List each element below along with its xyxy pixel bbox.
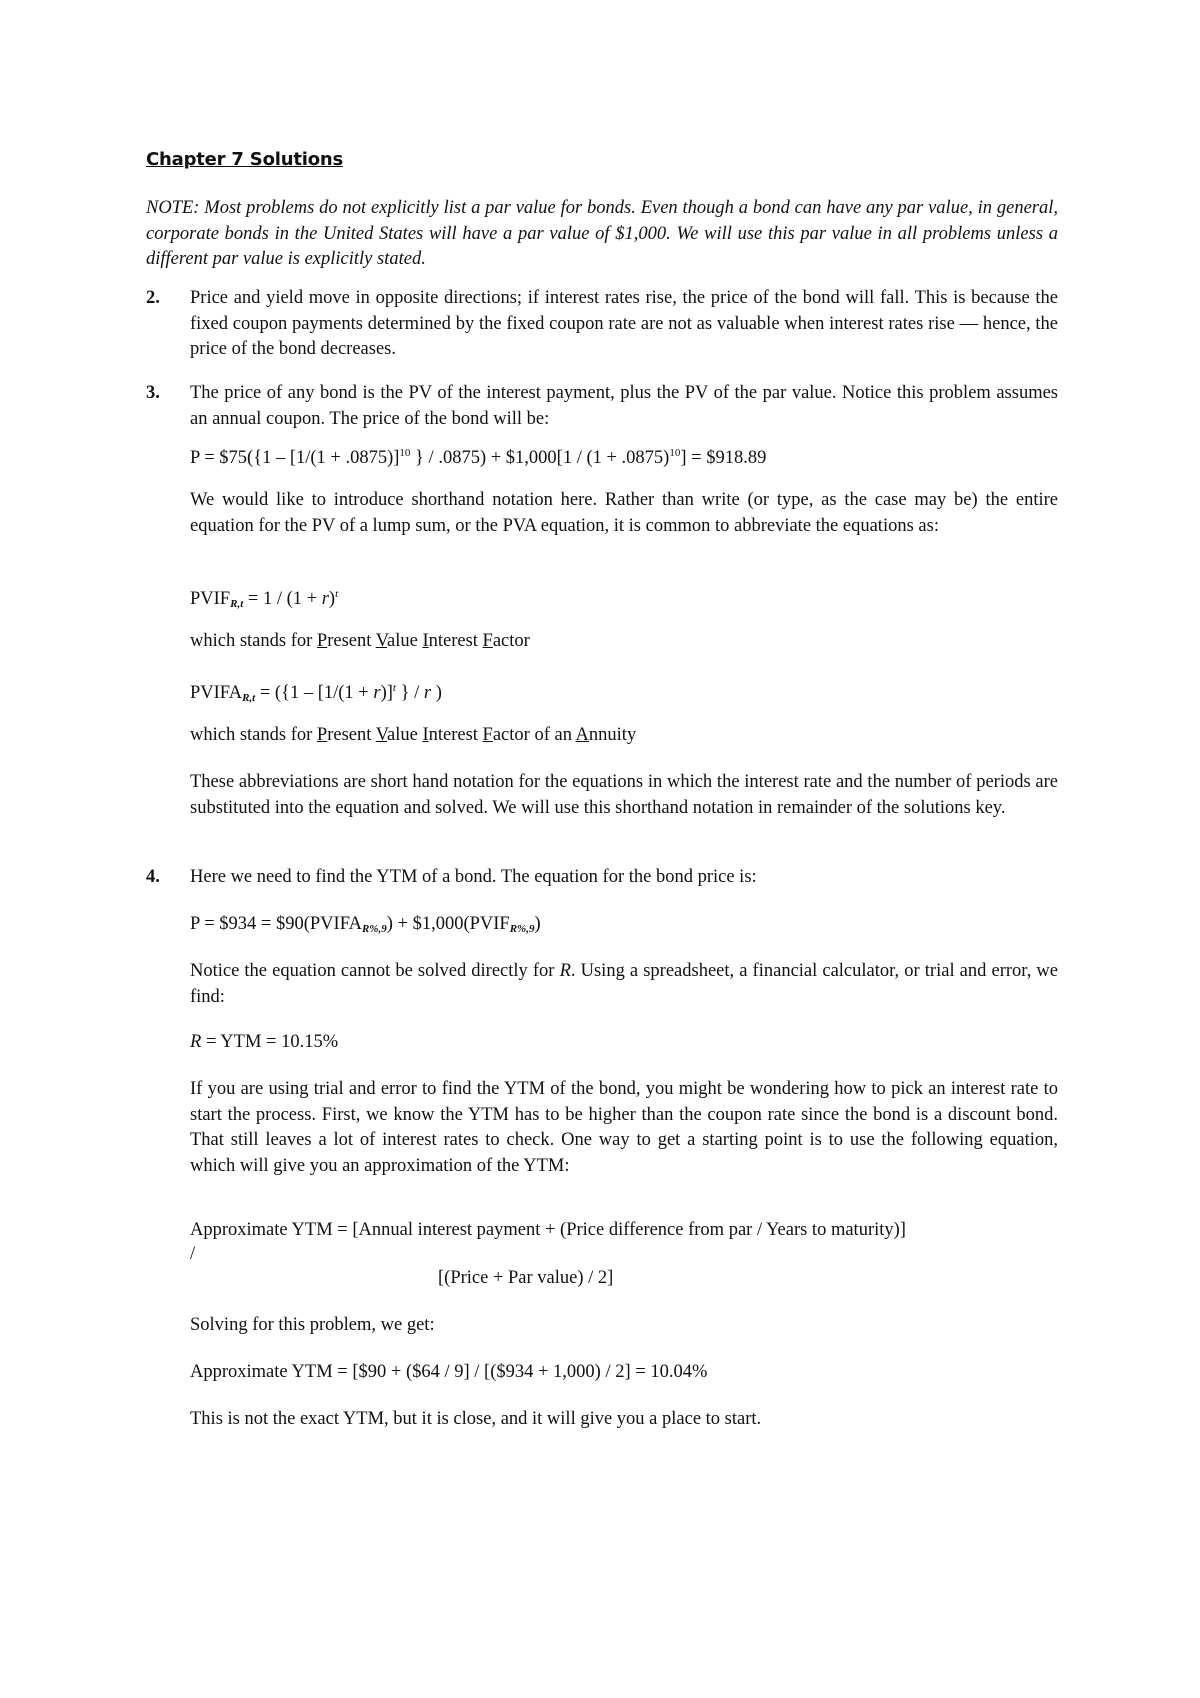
pvifa-description: which stands for Present Value Interest Factor of an Annuity	[190, 725, 637, 745]
abbreviations-paragraph: These abbreviations are short hand notation for the equations in which the interest rate and the number of periods are substituted into the equation and solved. We will use this shorthand notation in remainder of the solutions key.	[190, 772, 1058, 818]
ytm-price-equation: P = $934 = $\$90(PVIFA_{R\%,9})$ + $\$1,000(PVIF_{R\%,9})$	[190, 914, 541, 935]
question-4-number: 4.	[146, 867, 160, 887]
question-4-intro: Here we need to find the YTM of a bond. The equation for the bond price is:	[190, 867, 757, 887]
pvif-description: which stands for Present Value Interest Factor	[190, 631, 530, 651]
approx-ytm-formula-line2: [(Price + Par value) / 2]	[438, 1268, 614, 1288]
question-2-answer: Price and yield move in opposite directions; if interest rates rise, the price of the bond will fall. This is because the fixed coupon payments determined by the fixed coupon rate are not as valuable when interest rates rise — hence, the price of the bond decreases.	[190, 288, 1058, 359]
approx-ytm-formula-slash: /	[190, 1244, 196, 1264]
approx-ytm-result: Approximate YTM = [$90 + ($64 / 9] / [($934 + 1,000) / 2] = 10.04%	[190, 1362, 708, 1382]
pvif-equation: $PVIF_{R,t} = 1 / (1 + r)^t$	[190, 588, 339, 610]
question-3-answer: The price of any bond is the PV of the interest payment, plus the PV of the par value. Notice this problem assumes an annual coupon. The price of the bond will be:	[190, 383, 1058, 429]
notice-paragraph: Notice the equation cannot be solved directly for R. Using a spreadsheet, a financial calculator, or trial and error, we find:	[190, 961, 1058, 1007]
approx-ytm-formula-line1: Approximate YTM = [Annual interest payment + (Price difference from par / Years to maturity)]	[190, 1220, 906, 1240]
par-value-note: NOTE: Most problems do not explicitly list a par value for bonds. Even though a bond can have any par value, in general, corporate bonds in the United States will have a par value of $1,000. We will use this par value in all problems unless a different par value is explicitly stated.	[146, 198, 1058, 269]
ytm-result: R = YTM = 10.15%	[190, 1032, 339, 1052]
closing-line: This is not the exact YTM, but it is close, and it will give you a place to start.	[190, 1409, 762, 1429]
question-2-number: 2.	[146, 288, 160, 308]
pvifa-equation: $PVIFA_{R,t} = (\{1 - [1/(1 + r)]^t$ } / r )	[190, 682, 442, 704]
shorthand-intro: We would like to introduce shorthand notation here. Rather than write (or type, as the case may be) the entire equation for the PV of a lump sum, or the PVA equation, it is common to abbreviate the equations as:	[190, 490, 1058, 536]
question-3-number: 3.	[146, 383, 160, 403]
bond-price-equation: P = $75({1 – $[1/(1 + .0875)]^{10}$ } / .0875) + $1,000[1 / $(1 + .0875)^{10}$] = $918.89	[190, 447, 767, 468]
trial-and-error-paragraph: If you are using trial and error to find the YTM of the bond, you might be wondering how to pick an interest rate to start the process. First, we know the YTM has to be higher than the coupon rate since the bond is a discount bond. That still leaves a lot of interest rates to check. One way to get a starting point is to use the following equation, which will give you an approximation of the YTM:	[190, 1079, 1058, 1176]
solving-line: Solving for this problem, we get:	[190, 1315, 435, 1335]
chapter-heading: Chapter 7 Solutions	[146, 149, 343, 170]
